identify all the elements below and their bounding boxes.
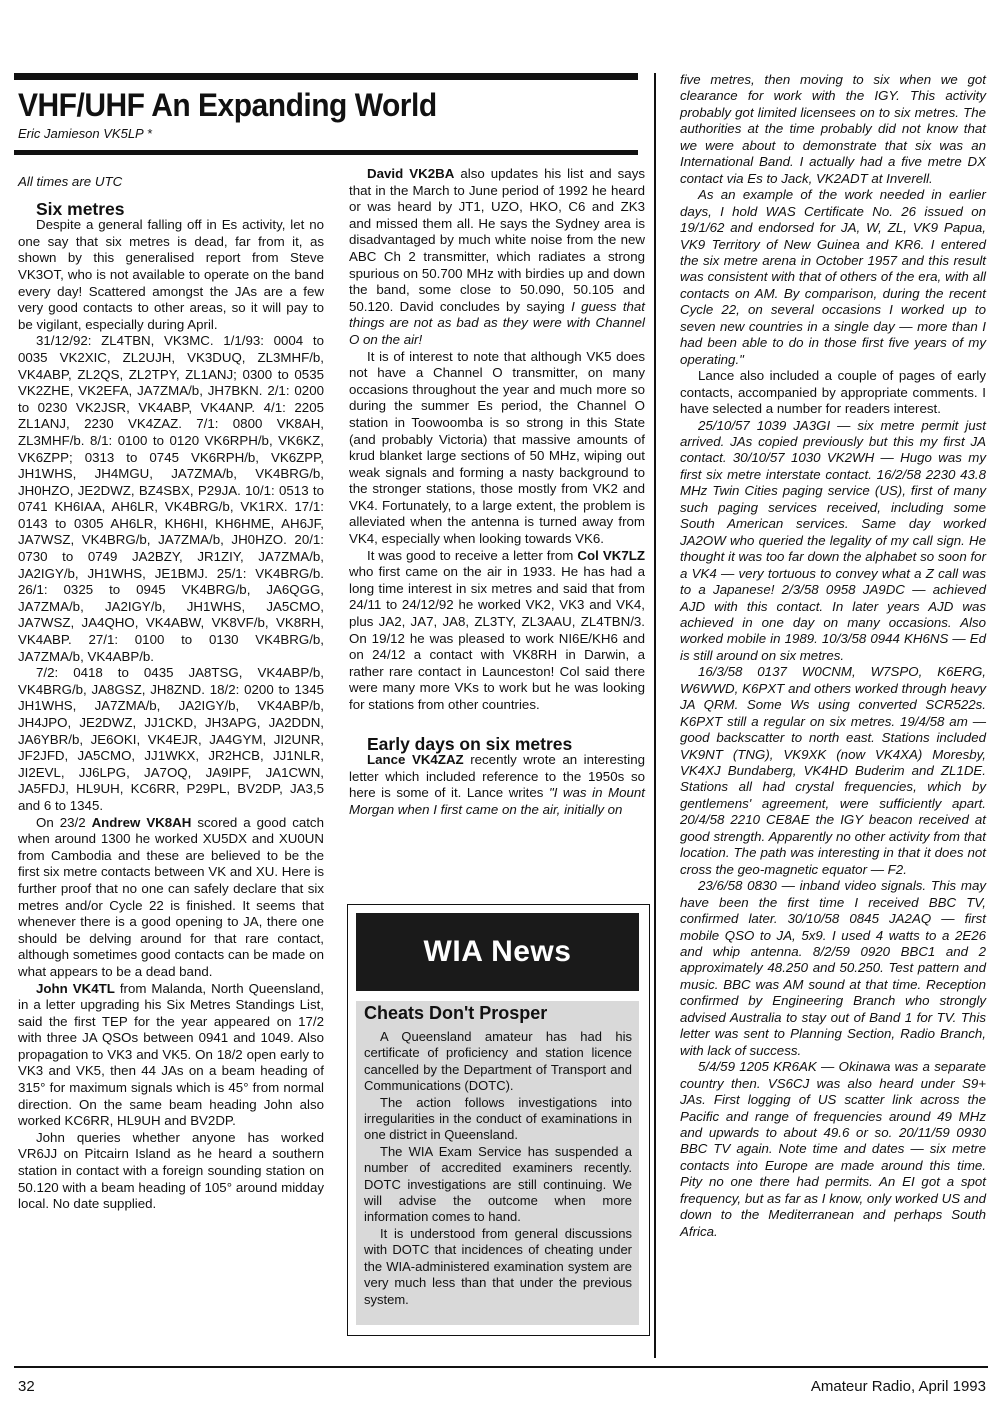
paragraph: 31/12/92: ZL4TBN, VK3MC. 1/1/93: 0004 to 0035 VK2XIC, ZL2UJH, VK3DUQ, ZL3MHF/b, VK4ABP, ZL2QS, ZL2TPY, ZL1ANJ; 0300 to 0535 VK2ZHE, VK2EFA, JA7ZMA/b, JH7BKN. 2/1: 0200 to 0230 VK2JSR, VK4ABP, VK4ANP. 4/1: 2205 ZL1ANJ, 2230 VK4ZAZ. 7/1: 0800 VK8AH, ZL3MHF/b. 8/1: 0100 to 0120 VK6RPH/b, VK6KZ, VK6ZPP; 0313 to 0745 VK6RPH/b, VK6ZPP, JH1WHS, JH4MGU, JA7ZMA/b, VK4BRG/b, JH0HZO, JE2DWZ, BZ4SBX, P29JA. 10/1: 0513 to 0741 KH6IAA, AH6LR, VK4BRG/b, VK1RX. 17/1: 0143 to 0305 AH6LR, KH6HI, KH6HME, AH6JF, JA7WSZ, VK4BRG/b, JA7ZMA/b, JH0HZO. 20/1: 0730 to 0749 JA2BZY, JR1ZIY, JA7ZMA/b, JA2IGY/b, JH1WHS, JE1BMJ. 25/1: VK4BRG/b. 26/1: 0325 to 0945 VK4BRG/b, JA6QGG, JA7ZMA/b, JA2IGY/b, JH1WHS, JA5CMO, JA7WSZ, JA4QHO, VK4ABW, VK8VF/b, VK8RH, VK4ABP. 27/1: 0100 to 0130 VK4BRG/b, JA7ZMA/b, VK4ABP/b.: [18, 333, 324, 664]
paragraph: It is of interest to note that although VK5 does not have a Channel O transmitter, on many occasions throughout the year and much more so during the summer Es period, the Channel O station in Toowoomba is so strong in this State (and probably Victoria) that massive amounts of krud blanket large sections of 50 MHz, wiping out weak signals and forming a nasty background to the stronger stations, those mostly from VK2 and VK4. Fortunately, to a large extent, the problem is alleviated when the antenna is turned away from VK4, especially when looking towards VK6.: [349, 348, 645, 547]
paragraph: Despite a general falling off in Es activity, let no one say that six metres is dead, far from it, as shown by this generalised report from Steve VK3OT, who is not available to operate on the band every day! Scattered amongst the JAs are a few very good contacts to other areas, so it will pay to be vigilant, especially during April.: [18, 217, 324, 332]
page-title: VHF/UHF An Expanding World: [18, 88, 437, 124]
paragraph: It is understood from general discussions with DOTC that incidences of cheating under the WIA-administered examination system are very much less than that under the previous system.: [364, 1225, 632, 1307]
header-bottom-rule: [14, 150, 638, 155]
paragraph: five metres, then moving to six when we got clearance for work with the IGY. This activity probably got limited licensees on to six metres. The authorities at the time probably did not know that we were about to demonstrate that six was an International Band. I actually had a five metre DX contact via Es to Jack, VK2ADT at Inverell.: [680, 72, 986, 186]
news-body: [364, 1029, 632, 1308]
paragraph: John queries whether anyone has worked VR6JJ on Pitcairn Island as he heard a southern station in contact with a foreign sounding station on 50.120 with a beam heading of 105° around midday local. No date supplied.: [18, 1129, 324, 1212]
paragraph: [349, 548, 645, 714]
italic-quote: "I was in Mount Morgan when I first came on the air, initially on: [349, 785, 645, 817]
paragraph: A Queensland amateur has had his certificate of proficiency and station licence cancelled by the Department of Transport and Communications (DOTC).: [364, 1029, 632, 1094]
publication-footer: Amateur Radio, April 1993: [810, 1378, 986, 1395]
text-run: scored a good catch when around 1300 he worked XU5DX and XU0UN from Cambodia and these are believed to be the first six metre contacts between VK and XU. Here is further proof that no one can safely declare that six metres and/or Cycle 22 is finished. It seems that whenever there is a good opening to JA, there one should be delving around for that rare contact, although sometimes good contacts can be made on what appears to be a dead band.: [18, 814, 324, 979]
paragraph: The action follows investigations into irregularities in the conduct of examinations in one district in Queensland.: [364, 1094, 632, 1143]
paragraph: [18, 815, 324, 981]
news-article: [356, 1001, 639, 1325]
paragraph: 5/4/59 1205 KR6AK — Okinawa was a separate country then. VS6CJ was also heard under S9+ JAs. First logging of US scatter link across the Pacific and range of frequencies around 49 MHz and upwards to about 49.6 or so. 20/11/59 0930 BBC TV again. Note time and dates — six metre contacts into Europe are made around this time. Pity no one there had permits. An EI got a spot frequency, but as far as I know, only worked US and down to the Mediterranean and perhaps South Africa.: [680, 1059, 986, 1239]
paragraph: 23/6/58 0830 — inband video signals. This may have been the first time I received BBC TV, confirmed later. 30/10/58 0845 JA2AQ — first mobile QSO to JA, 5x9. I used 4 watts to a 2E26 and whip antenna. 8/2/59 0920 BBC1 and 2 approximately 48.250 and 50.250. Test pattern and music. BBC was AM sound at that time. Reception confirmed by Engineering Branch who strongly advised Australia to stay out of Band 1 for TV. This letter was sent to Planning Section, Radio Branch, with lack of success.: [680, 878, 986, 1058]
header-top-rule: [14, 73, 638, 80]
text-run: also updates his list and says that in the March to June period of 1992 he heard or was heard by JT1, UZO, HKO, C6 and ZK3 and missed them all. He says the Sydney area is disadvantaged by much white noise from the new ABC Ch 2 transmitter, which radiates a strong spurious on 50.700 MHz with birdies up and down the band, some close to 50.090, 50.105 and 50.120. David concludes by saying: [349, 166, 645, 314]
times-note: All times are UTC: [18, 174, 123, 189]
footer-rule: [14, 1366, 988, 1368]
bold-name: Andrew VK8AH: [91, 814, 192, 830]
bold-name: John VK4TL: [36, 980, 115, 996]
bold-name: Lance VK4ZAZ: [367, 752, 464, 768]
author-name: Eric Jamieson VK5LP: [18, 126, 144, 141]
text-run: recently wrote an interesting letter which included reference to the 1950s so here is some of it. Lance writes: [349, 752, 645, 801]
italic-quote: I guess that things are not as bad as they were with Channel O on the air!: [349, 298, 645, 347]
text-run: from Malanda, North Queensland, in a letter upgrading his Six Metres Standings List, said the first TEP for the year appeared on 17/2 with three JA QSOs between 0941 and 1049. Also propagation to VK3 and VK5. On 18/2 open early to VK3 and VK5, then 44 JAs on a beam heading of 315° for maximum signals which is 45° from normal direction. On the same beam heading John also worked KC6RR, HL9UH and BV2DP.: [18, 980, 324, 1129]
column-1: [18, 174, 324, 1213]
paragraph: [349, 752, 645, 818]
section-heading-early-days: Early days on six metres: [367, 733, 573, 754]
column-divider: [654, 73, 656, 1358]
bold-name: David VK2BA: [367, 166, 455, 181]
author-mark: *: [146, 126, 152, 141]
bold-name: Col VK7LZ: [577, 547, 645, 563]
text-run: It was good to receive a letter from: [367, 547, 578, 563]
paragraph: 16/3/58 0137 W0CNM, W7SPO, K6ERG, W6WWD, K6PXT and others worked through heavy JA QRM. Some Ws using converted SCR522s. K6PXT still a regular on six metres. 19/4/58 am — good backscatter to north east. Stations included VK9NT (TNG), VK9XK (now VK4XA) Moresby, VK4XJ Bundaberg, VK4HD Buderim and ZL1DE. Stations all had crystal frequencies, which by gentlemens' agreement, were sufficiently apart. 20/4/58 2210 CE8AE the IGY beacon received at good strength. Apparently no other activity from that location. The path was interesting in that it does not cross the geo-magnetic equator — F2.: [680, 664, 986, 877]
text-run: On 23/2: [36, 814, 92, 830]
text-run: who first came on the air in 1933. He has had a long time interest in six metres and said that from 24/11 to 24/12/92 he worked VK2, VK3 and VK4, plus JA2, JA7, JA8, ZL3TY, ZL3AAU, ZL4TBN/3. On 19/12 he was pleased to work NI6E/KH6 and on 24/12 a contact with VK8RH in Darwin, a rather rare contact in Launceston! Col said there were many more VKs to work but he was looking for stations from other countries.: [349, 564, 645, 712]
column-2: [349, 166, 645, 819]
paragraph: Lance also included a couple of pages of early contacts, accompanied by appropriate comments. I have selected a number for readers interest.: [680, 368, 986, 417]
page-number: 32: [18, 1378, 35, 1395]
paragraph: As an example of the work needed in earlier days, I hold WAS Certificate No. 26 issued on 19/1/62 and endorsed for JA, W, ZL, VK9 Papua, VK9 Territory of New Guinea and KR6. I entered the six metre arena in October 1957 and this result was consistent with that of others of the era, with all contacts on AM. By comparison, during the recent Cycle 22, on several occasions I worked up to seven new countries in a single day — more than I had been able to do in those first five years of my operating.": [680, 187, 986, 367]
wia-news-box: [347, 904, 650, 1336]
paragraph: 25/10/57 1039 JA3GI — six metre permit just arrived. JAs copied previously but this my first JA contact. 30/10/57 1030 VK2WH — Hugo was my first six metre interstate contact. 16/2/58 2230 43.8 MHz Twin Cities paging service (US), first of many such paging services received, including some South American services. Same day worked JA2OW who queried the legality of my call sign. He thought it was too far down the alphabet so soon for a VK4 — very tortuous to convey what a Z call was to a Japanese! 2/3/58 0958 JA9DC — achieved AJD with this contact. In later years AJD was achieved in one day on many occasions. Also worked mobile in 1989. 10/3/58 0944 KH6NS — Ed is still around on six metres.: [680, 417, 986, 663]
news-headline: Cheats Don't Prosper: [364, 1003, 548, 1023]
paragraph: The WIA Exam Service has suspended a number of accredited examiners recently. DOTC investigations are still continuing. We will advise the outcome when more information comes to hand.: [364, 1143, 632, 1225]
paragraph: [349, 166, 645, 349]
section-heading-six-metres: Six metres: [36, 198, 125, 219]
wia-news-banner: WIA News: [356, 913, 639, 991]
author-line: [18, 126, 152, 141]
column-3: [680, 72, 986, 1240]
paragraph: [18, 981, 324, 1130]
paragraph: 7/2: 0418 to 0435 JA8TSG, VK4ABP/b, VK4BRG/b, JA8GSZ, JH8ZND. 18/2: 0200 to 1345 JH1WHS, JA7ZMA/b, JA2IGY/b, VK4ABP/b, JH4JPO, JE2DWZ, JJ1CKD, JH3APG, JA2DDN, JA6YBR/b, JE6OKI, VK4EJR, JA4GYM, JI2UNR, JF2JFD, JA5CMO, JJ1WKX, JR2HCB, JJ1NLR, JI2EVL, JJ6LPG, JA7OQ, JA9IPF, JA1CWN, JA5FDJ, HL9UH, KC6RR, P29PL, BV2DP, JA3,5 and 6 to 1345.: [18, 665, 324, 813]
